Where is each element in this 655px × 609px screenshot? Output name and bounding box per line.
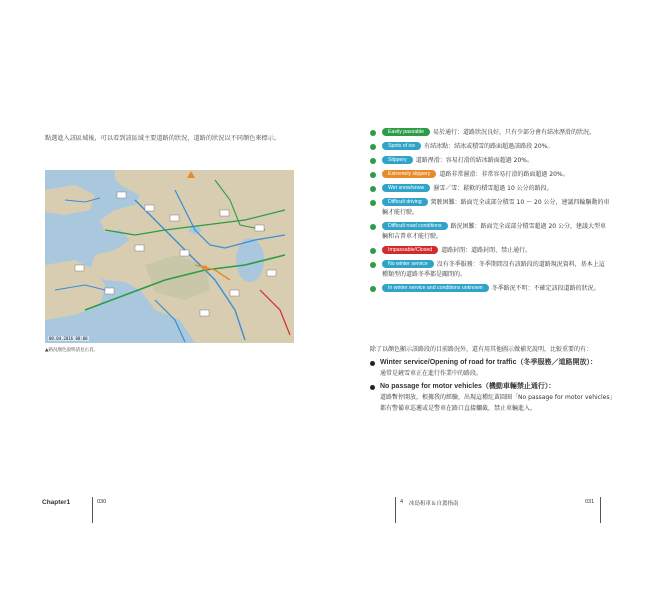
additional-icons-note [370, 344, 615, 414]
footer-divider [92, 497, 93, 523]
bullet-icon [370, 248, 376, 254]
chapter-label: Chapter1 [42, 499, 71, 506]
legend-item-no-winter-service [370, 260, 610, 280]
extra-title: No passage for motor vehicles（機動車輛禁止通行）： [380, 383, 556, 390]
extra-item-no-passage [370, 381, 615, 414]
legend-item-extremely-slippery [370, 170, 610, 180]
bullet-icon [370, 200, 376, 206]
legend-desc: 沒有冬季服務：冬季期間沒有該路段的道路現況資料，基本上這種類型的道路冬季都是關閉的。 [382, 261, 605, 278]
legend-desc: 道路非常濕滑：非常容易打滑的路面超過 20%。 [439, 171, 569, 178]
status-badge: Spots of ice [382, 142, 421, 150]
map-date-stamp: 08.04.2016 08:00 [49, 336, 88, 341]
legend-desc: 濕雪／雪：鬆軟的積雪超過 10 公分的路段。 [433, 185, 553, 192]
section-number: 4 [400, 499, 404, 505]
bullet-icon [370, 186, 376, 192]
legend-desc: 易於通行：道路狀況良好，只有少部分會有結冰溼滑的狀況。 [433, 129, 596, 136]
bullet-icon [370, 286, 376, 292]
page-number: 031 [585, 499, 595, 505]
note-intro: 除了以顏色顯示該路段的目前路況外，還有用其他圖示做補充說明，比較重要的有： [370, 346, 593, 353]
legend-item-difficult-driving [370, 198, 610, 218]
status-badge: Impassable/Closed [382, 246, 438, 254]
status-badge: Easily passable [382, 128, 430, 136]
legend-desc: 道路溼滑：容易打滑的結冰路面超過 20%。 [415, 157, 533, 164]
right-footer [395, 497, 615, 523]
legend-item-conditions-unknown [370, 284, 610, 294]
bullet-icon [370, 385, 375, 390]
bullet-icon [370, 158, 376, 164]
left-footer [40, 497, 140, 523]
status-badge: Extremely slippery [382, 170, 436, 178]
legend-desc: 駕駛困難：路面完全或部分積雪 10 ～ 20 公分，建議四輪驅動的車輛才能行駛。 [382, 199, 610, 216]
legend-item-slippery [370, 156, 610, 166]
bullet-icon [370, 224, 376, 230]
bullet-icon [370, 130, 376, 136]
legend-desc: 路況困難：路面完全或部分積雪超過 20 公分，建議大型車輛和吉普車才能行駛。 [382, 223, 606, 240]
page-number: 030 [97, 499, 107, 505]
intro-paragraph: 點選進入該區域後，可以看到該區域主要道路的狀況，道路的狀況以不同顏色來標示。 [45, 135, 281, 143]
status-badge: No winter service [382, 260, 434, 268]
legend-item-difficult-road-conditions [370, 222, 610, 242]
status-badge: In winter service and conditions unknown [382, 284, 489, 292]
section-title: 冰島租車＆自駕指南 [409, 501, 459, 507]
footer-divider [600, 497, 601, 523]
bullet-icon [370, 262, 376, 268]
road-conditions-map [45, 170, 294, 343]
extra-desc: 通常是鏟雪車正在進行作業中的路段。 [380, 370, 483, 377]
road-status-legend [370, 128, 610, 298]
extra-desc: 道路暫停開放，根據我的經驗，出現這種紅黃圓圈「No passage for motor vehicles」都有警備車巡邏或是警車在路口直接攔截，禁止車輛進入。 [380, 394, 613, 412]
legend-item-spots-of-ice [370, 142, 610, 152]
status-badge: Difficult road conditions [382, 222, 448, 230]
legend-item-wet-snow [370, 184, 610, 194]
legend-desc: 冬季路況不明：不確定該段道路的狀況。 [491, 285, 600, 292]
bullet-icon [370, 361, 375, 366]
bullet-icon [370, 172, 376, 178]
legend-desc: 道路封閉：道路封閉、禁止通行。 [441, 247, 532, 254]
footer-divider [395, 497, 396, 523]
left-page [0, 0, 327, 609]
extra-item-winter-service [370, 357, 615, 379]
map-caption: ▲路況顏色說明請見右頁。 [45, 348, 98, 353]
legend-desc: 有結冰點：結冰或積雪的路面超過該路段 20%。 [424, 143, 554, 150]
iceland-map-graphic [45, 170, 294, 343]
bullet-icon [370, 144, 376, 150]
status-badge: Difficult driving [382, 198, 428, 206]
legend-item-impassable [370, 246, 610, 256]
status-badge: Slippery [382, 156, 413, 164]
legend-item-easily-passable [370, 128, 610, 138]
extra-title: Winter service/Opening of road for traffic（冬季服務／道路開放）： [380, 359, 597, 366]
status-badge: Wet snow/snow [382, 184, 430, 192]
